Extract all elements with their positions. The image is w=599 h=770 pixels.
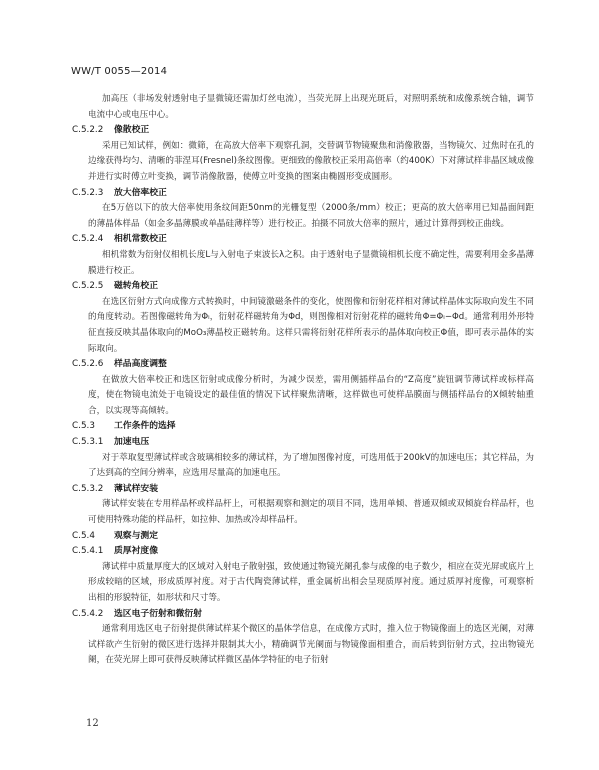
body-paragraph: 在选区衍射方式向成像方式转换时，中间镜激磁条件的变化，使图像和衍射花样相对薄试样晶体实际取向发生不同的角度转动。若图像磁转角为Φᵢ，衍射花样磁转角为Φd，则图像相对衍射花样的磁转角Φ=Φᵢ−Φd。通常利用外形特征直接反映其晶体取向的MoO₃薄晶校正磁转角。这样只需将衍射花样所表示的晶体取向校正Φ值，即可表示晶体的实际取向。 xyxy=(88,296,534,354)
section-heading xyxy=(72,544,534,560)
section-number: C.5.2.5 xyxy=(72,281,104,292)
section-heading xyxy=(72,435,534,451)
body-paragraph: 薄试样中质量厚度大的区域对入射电子散射强，致使通过物镜光阑孔参与成像的电子数少，相应在荧光屏或底片上形成较暗的区域，形成质厚衬度。对于古代陶瓷薄试样，重金属析出相会呈现质厚衬度。通过质厚衬度像，可观察析出相的形貌特征，如形状和尺寸等。 xyxy=(88,561,534,603)
section-title: 样品高度调整 xyxy=(114,359,167,370)
section-heading xyxy=(72,419,534,435)
body-paragraph: 薄试样安装在专用样品杯或样品杆上，可根据观察和测定的项目不同，选用单倾、普通双倾或双倾旋台样品杆，也可使用特殊功能的样品杆，如拉伸、加热或冷却样品杆。 xyxy=(88,499,534,526)
section-heading xyxy=(72,357,534,373)
section-number: C.5.3.1 xyxy=(72,437,104,448)
body-paragraph: 加高压（非场发射透射电子显微镜还需加灯丝电流），当荧光屏上出现光斑后，对照明系统和成像系统合轴，调节电流中心或电压中心。 xyxy=(88,94,534,120)
section-heading xyxy=(72,123,534,139)
section-title: 工作条件的选择 xyxy=(114,421,176,432)
section-title: 放大倍率校正 xyxy=(114,187,167,198)
section-number: C.5.2.6 xyxy=(72,359,104,370)
section-number: C.5.2.4 xyxy=(72,234,104,245)
section-heading xyxy=(72,607,534,623)
section-heading xyxy=(72,482,534,498)
section-title: 薄试样安装 xyxy=(114,483,158,494)
section-title: 像散校正 xyxy=(114,125,150,136)
section-number: C.5.4.1 xyxy=(72,546,104,557)
document-code: WW/T 0055—2014 xyxy=(71,66,168,77)
section-number: C.5.3 xyxy=(72,421,95,432)
section-number: C.5.4 xyxy=(72,530,95,541)
section-title: 观察与测定 xyxy=(114,530,158,541)
section-title: 加速电压 xyxy=(114,437,150,448)
section-heading xyxy=(72,186,534,202)
section-heading xyxy=(72,279,534,295)
body-paragraph: 对于萃取复型薄试样或含玻璃相较多的薄试样，为了增加图像衬度，可选用低于200kV的加速电压；其它样品，为了达到高的空间分辨率，应选用尽量高的加速电压。 xyxy=(88,452,534,479)
section-title: 选区电子衍射和微衍射 xyxy=(114,608,202,619)
section-heading xyxy=(72,529,534,545)
section-number: C.5.3.2 xyxy=(72,483,104,494)
section-title: 质厚衬度像 xyxy=(114,546,158,557)
section-number: C.5.2.2 xyxy=(72,125,104,136)
body-paragraph: 在做放大倍率校正和选区衍射或成像分析时，为减少误差，需用侧插样品台的“Z高度”旋钮调节薄试样或标样高度，使在物镜电流处于电镜设定的最佳值的情况下试样聚焦清晰，这样做也可使样品膜面与侧插样品台的X倾转轴重合，以实现等高倾转。 xyxy=(88,374,534,416)
section-number: C.5.2.3 xyxy=(72,187,104,198)
section-number: C.5.4.2 xyxy=(72,608,104,619)
section-title: 相机常数校正 xyxy=(114,234,167,245)
section-title: 磁转角校正 xyxy=(114,281,158,292)
body-paragraph: 采用已知试样，例如：微筛，在高放大倍率下观察孔洞，交替调节物镜聚焦和消像散器，当物镜欠、过焦时在孔的边缘获得均匀、清晰的菲涅耳(Fresnel)条纹图像。更细致的像散校正采用高倍率（约400K）下对薄试样非晶区域成像并进行实时傅立叶变换，调节消像散器，使傅立叶变换的图案由椭圆形变成圆形。 xyxy=(88,140,535,182)
body-paragraph: 相机常数为衍射仪相机长度L与入射电子束波长λ之积。由于透射电子显微镜相机长度不确定性，需要利用金多晶薄膜进行校正。 xyxy=(88,249,534,276)
body-paragraph: 在5万倍以下的放大倍率使用条纹间距50nm的光栅复型（2000条/mm）校正；更高的放大倍率用已知晶面间距的薄晶体样品（如金多晶薄膜或单晶硅薄样等）进行校正。拍摄不同放大倍率的照片，通过计算得到校正曲线。 xyxy=(88,203,534,229)
section-heading xyxy=(72,232,534,248)
body-paragraph: 通常利用选区电子衍射提供薄试样某个微区的晶体学信息，在成像方式时，推入位于物镜像面上的选区光阑，对薄试样欲产生衍射的微区进行选择并限制其大小，精确调节光阑面与物镜像面相重合，而后转到衍射方式，拉出物镜光阑，在荧光屏上即可获得反映薄试样微区晶体学特征的电子衍射 xyxy=(88,624,534,666)
document-body xyxy=(72,92,535,669)
page-number: 12 xyxy=(86,718,99,729)
